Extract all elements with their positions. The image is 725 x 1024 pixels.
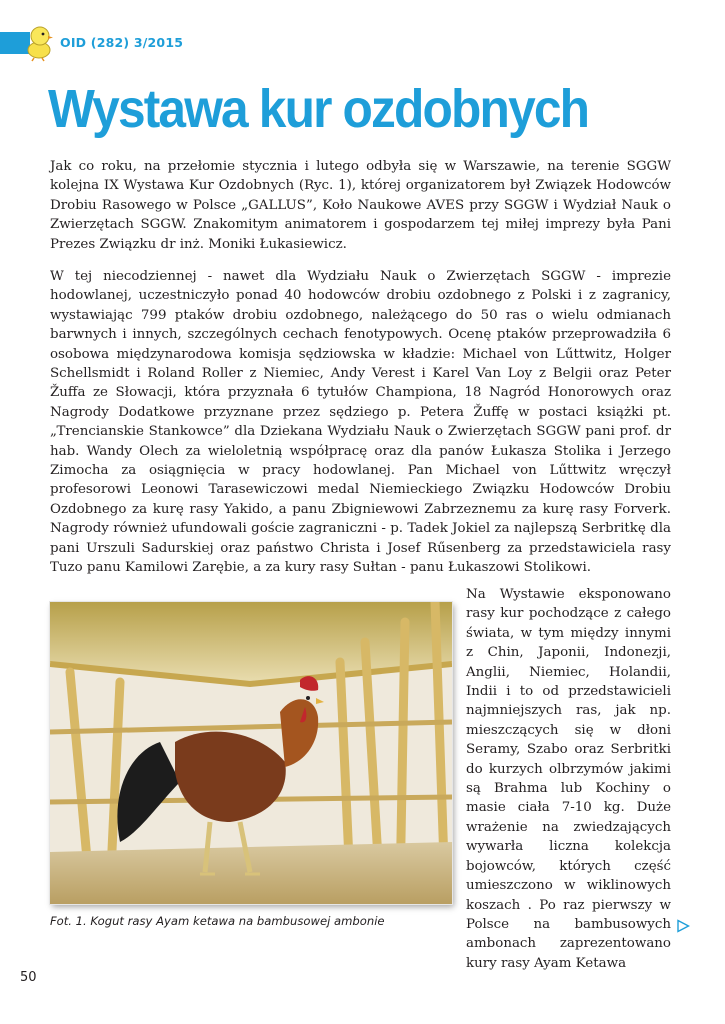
issue-label: OID (282) 3/2015 [60,35,184,50]
paragraph-exhibition: Na Wystawie eksponowano rasy kur pochodzące z całego świata, w tym między innymi z Chin, Japonii, Indonezji, Anglii, Niemiec, Holandii, Indii i to od przedstawicieli najmniejszych ras, jak np. mieszczących się w dłoni Seramy, Szabo oraz Serbritki do kurzych olbrzymów jakimi są Brahma lub Kochiny o masie ciała 7-10 kg. Duże wrażenie na zwiedzających wywarła liczna kolekcja bojowców, których część umieszczono w wiklinowych koszach . Po raz pierwszy w Polsce na bambusowych ambonach zaprezentowano kury rasy Ayam Ketawa [466,587,671,971]
chick-logo-icon [22,22,56,62]
rooster-photo [50,602,452,904]
paragraph-intro: Jak co roku, na przełomie stycznia i lutego odbyła się w Warszawie, na terenie SGGW kolejna IX Wystawa Kur Ozdobnych (Ryc. 1), której organizatorem był Związek Hodowców Drobiu Rasowego w Polsce „GALLUS”, Koło Naukowe AVES przy SGGW i Wydział Nauk o Zwierzętach SGGW. Znakomitym animatorem i gospodarzem tej miłej imprezy była Pani Prezes Związku dr inż. Moniki Łukasiewicz. [50,159,671,252]
paragraph-main: W tej niecodziennej - nawet dla Wydziału Nauk o Zwierzętach SGGW - imprezie hodowlanej, uczestniczyło ponad 40 hodowców drobiu ozdobnego z Polski i z zagranicy, wystawiając 799 ptaków drobiu ozdobnego, należącego do 50 ras o wielu odmianach barwnych i innych, szczególnych cechach fenotypowych. Ocenę ptaków przeprowadziła 6 osobowa międzynarodowa komisja sędziowska w kładzie: Michael von Lűttwitz, Holger Schellsmidt i Roland Roller z Niemiec, Andy Verest i Karel Van Loy z Belgii oraz Peter Žuffa ze Słowacji, która przyznała 6 tytułów Championa, 18 Nagród Honorowych oraz Nagrody Dodatkowe przyznane przez sędziego p. Petera Žuffę w postaci książki pt. „Trencianskie Stankowce” dla Dziekana Wydziału Nauk o Zwierzętach SGGW pani prof. dr hab. Wandy Olech za wieloletnią współpracę oraz dla panów Łukasza Stolika i Jerzego Zimocha za osiągnięcia w pracy hodowlanej. Pan Michael von Lűttwitz wręczył profesorowi Leonowi Tarasewiczowi medal Niemieckiego Związku Hodowców Drobiu Ozdobnego za kurę rasy Yakido, a panu Zbigniewowi Zabrzeznemu za kurę rasy Forverk. Nagrody również ufundowali goście zagraniczni - p. Tadek Jokiel za najlepszą Serbritkę dla pani Urszuli Sadurskiej oraz państwo Christa i Josef Rűsenberg za przedstawiciela rasy Tuzo panu Kamilowi Zarębie, a za kury rasy Sułtan - panu Łukaszowi Stolikowi. [50,269,671,576]
article-title: Wystawa kur ozdobnych [48,79,589,139]
triangle-right-outline-icon [676,919,690,933]
photo-caption: Fot. 1. Kogut rasy Ayam ketawa na bambusowej ambonie [50,914,385,928]
page-number: 50 [20,970,37,985]
